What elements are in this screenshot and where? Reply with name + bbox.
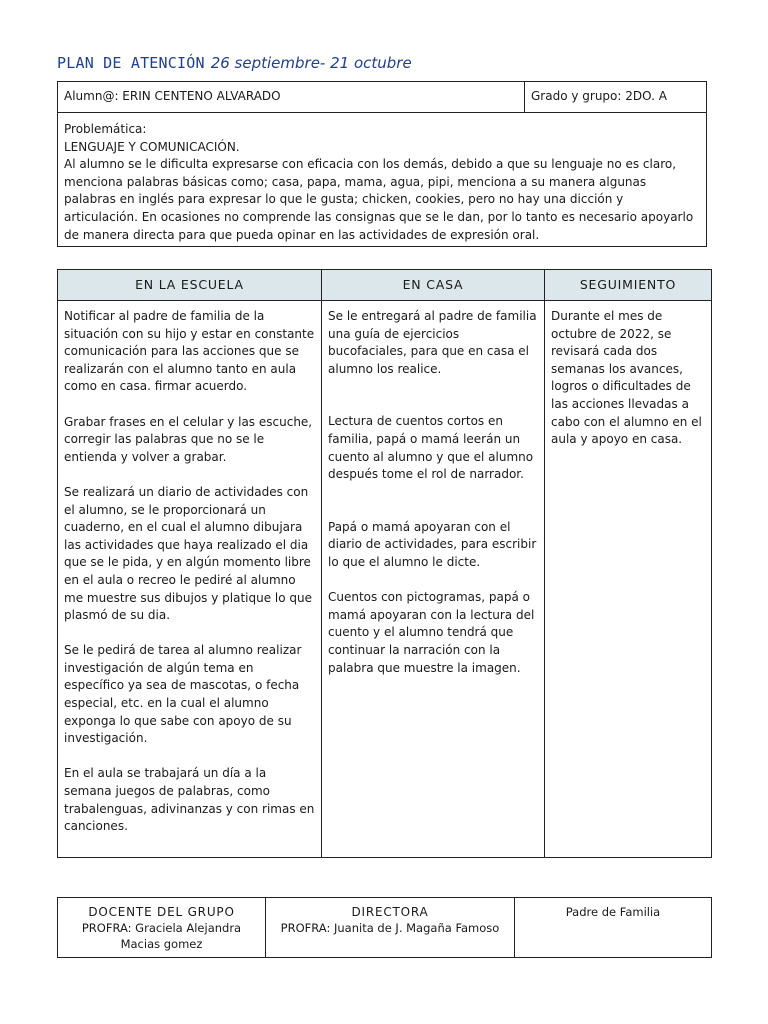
casa-item: Papá o mamá apoyaran con el diario de actividades, para escribir lo que el alumno le dicte. [328, 519, 537, 569]
escuela-item: Notificar al padre de familia de la situación con su hijo y estar en constante comunicación para las acciones que se realizarán con el alumno tanto en aula como en casa. firmar acuerdo. [64, 309, 315, 394]
student-info-box [57, 81, 707, 247]
signature-directora [266, 898, 515, 957]
escuela-column [58, 301, 322, 857]
escuela-item: Grabar frases en el celular y las escuche, corregir las palabras que no se le entienda y volver a grabar. [64, 414, 313, 464]
plan-body-row [58, 301, 711, 857]
action-plan-table [57, 269, 712, 858]
casa-item: Cuentos con pictogramas, papá o mamá apoyaran con la lectura del cuento y el alumno tendrá que continuar la narración con la palabra que muestre la imagen. [328, 590, 535, 675]
student-grade: Grado y grupo: 2DO. A [531, 89, 667, 103]
padre-label: Padre de Familia [565, 905, 661, 919]
student-info-row [58, 82, 706, 113]
directora-role: DIRECTORA [351, 905, 429, 919]
directora-name: PROFRA: Juanita de J. Magaña Famoso [280, 921, 500, 935]
problem-label: Problemática: [64, 122, 147, 136]
docente-role: DOCENTE DEL GRUPO [88, 905, 235, 919]
escuela-item: Se realizará un diario de actividades con el alumno, se le proporcionará un cuaderno, en el cual el alumno dibujara las actividades que haya realizado el dia que se le pida, y en algún momento libre en el aula o recreo le pediré al alumno me muestre sus dibujos y platique lo que plasmó de su dia. [64, 484, 313, 623]
header-seguimiento: SEGUIMIENTO [579, 277, 677, 292]
casa-item: Se le entregará al padre de familia una guía de ejercicios bucofaciales, para que en casa el alumno los realice. [328, 309, 537, 376]
page-title [57, 53, 412, 77]
problem-text: Al alumno se le dificulta expresarse con eficacia con los demás, debido a que su lenguaje no es claro, menciona palabras básicas como; casa, papa, mama, agua, pipi, menciona a su manera algunas palabras en inglés para expresar lo que le gusta; chicken, cookies, pero no hay una dicción y articulación. En ocasiones no comprende las consignas que se le dan, por lo tanto es necesario apoyarlo de manera directa para que pueda opinar en las actividades de expresión oral. [64, 157, 694, 242]
header-escuela: EN LA ESCUELA [58, 270, 322, 300]
header-casa: EN CASA [322, 270, 545, 300]
problem-section [58, 113, 706, 252]
student-name: Alumn@: ERIN CENTENO ALVARADO [58, 82, 525, 112]
title-dates: 26 septiembre- 21 octubre [210, 54, 412, 72]
seguimiento-column [545, 301, 711, 857]
casa-column [322, 301, 545, 857]
casa-item: Lectura de cuentos cortos en familia, papá o mamá leerán un cuento al alumno y que el alumno después tome el rol de narrador. [328, 414, 534, 482]
problem-area: LENGUAJE Y COMUNICACIÓN. [64, 139, 240, 154]
signature-padre [515, 898, 711, 957]
signature-docente [58, 898, 266, 957]
docente-name: PROFRA: Graciela Alejandra Macias gomez [81, 921, 242, 951]
plan-header-row [58, 270, 711, 301]
signature-table [57, 897, 712, 958]
escuela-item: En el aula se trabajará un día a la semana juegos de palabras, como trabalenguas, adivinanzas y con rimas en canciones. [64, 766, 315, 834]
title-main: PLAN DE ATENCIÓN [57, 54, 205, 72]
escuela-item: Se le pedirá de tarea al alumno realizar investigación de algún tema en específico ya sea de mascotas, o fecha especial, etc. en la cual el alumno exponga lo que sabe con apoyo de su investigación. [64, 643, 302, 746]
seguimiento-text: Durante el mes de octubre de 2022, se revisará cada dos semanas los avances, logros o dificultades de las acciones llevadas a cabo con el alumno en el aula y apoyo en casa. [551, 309, 702, 447]
